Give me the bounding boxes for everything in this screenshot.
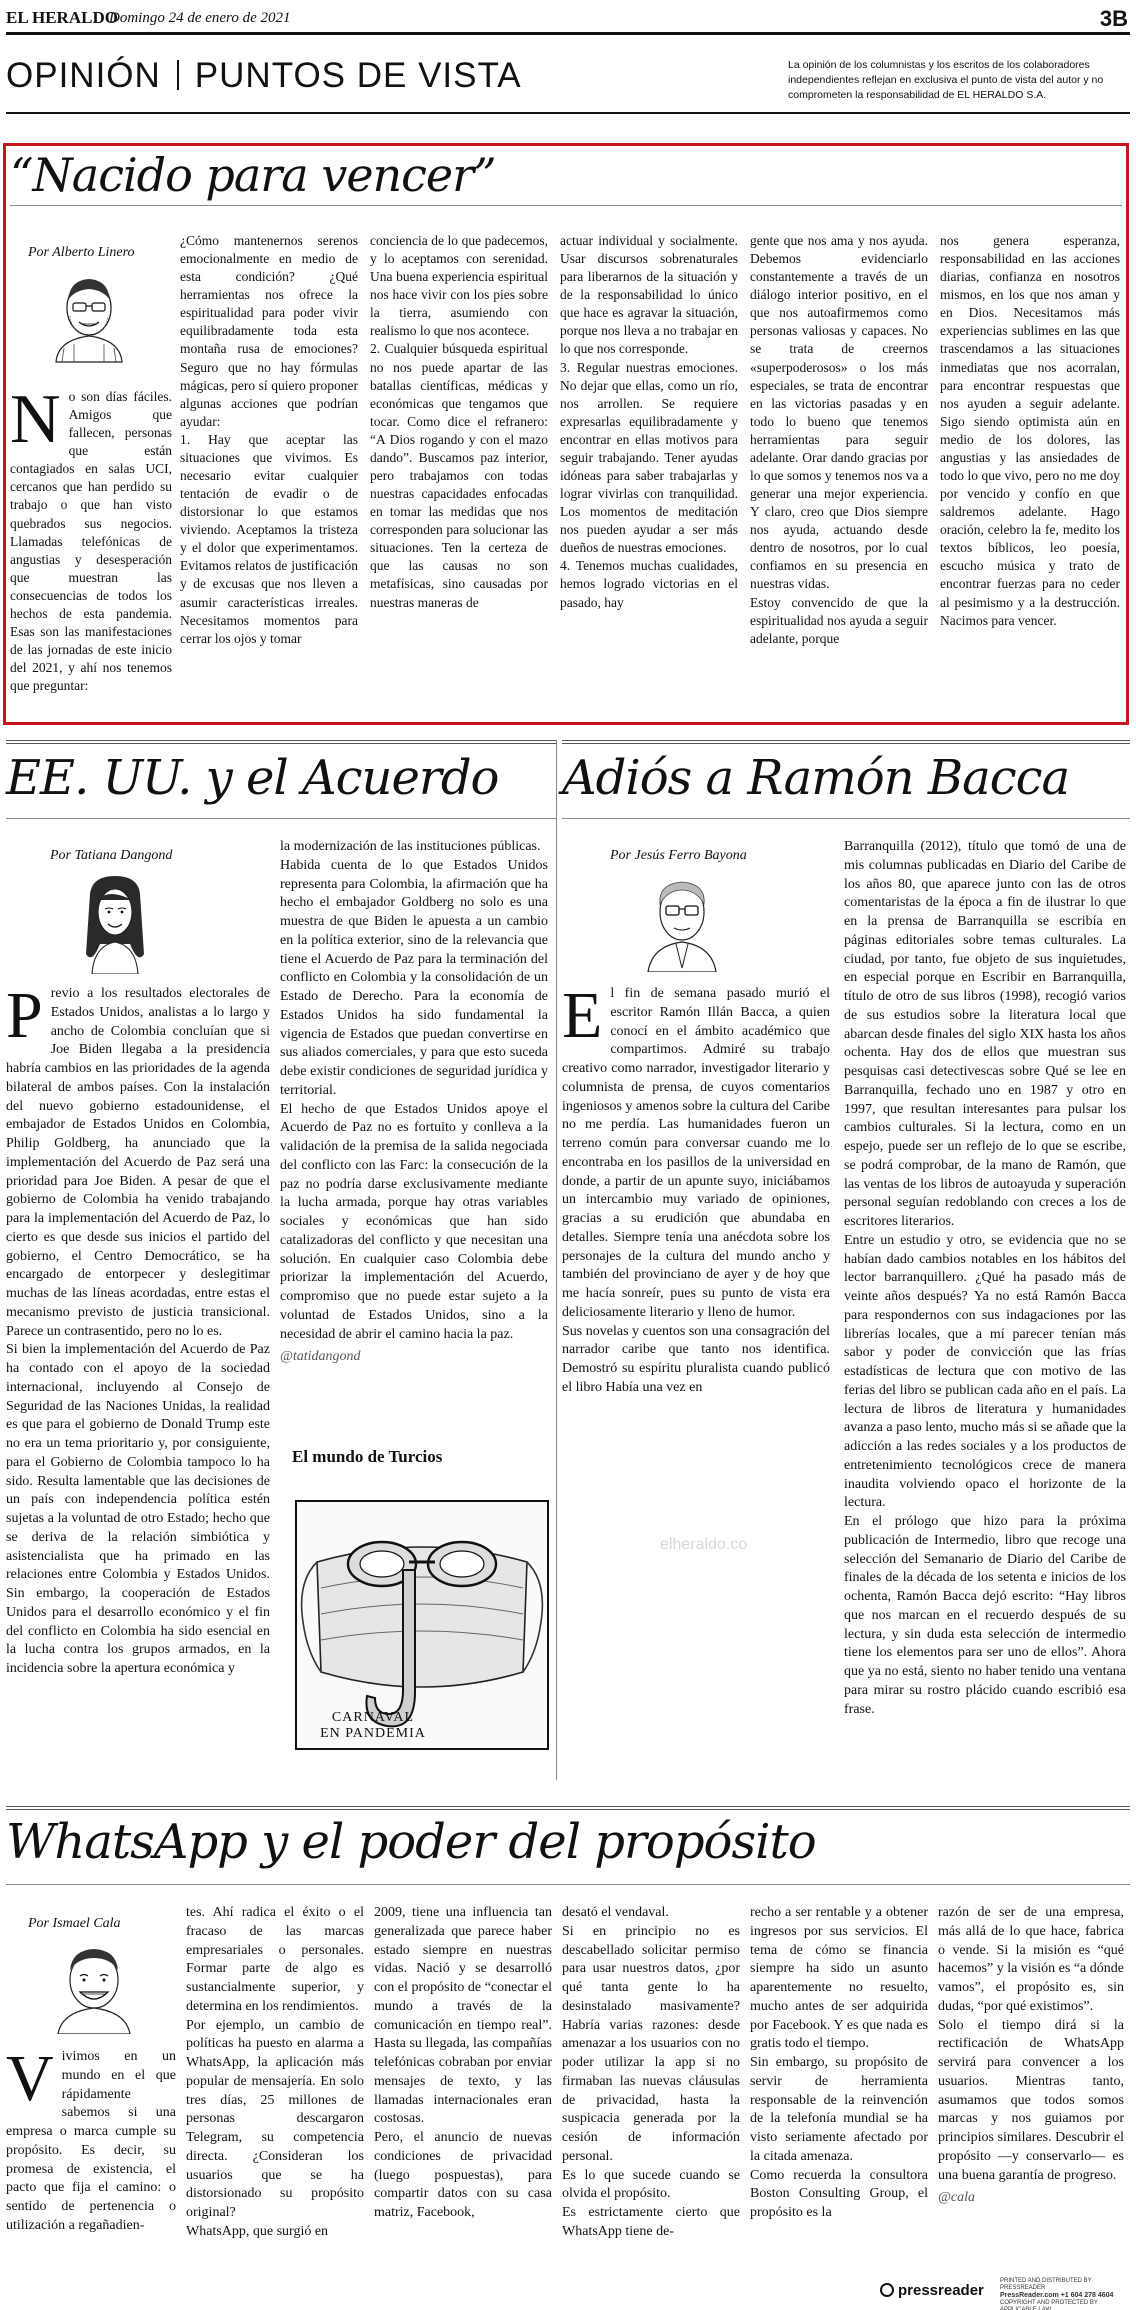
header-rule	[6, 32, 1130, 35]
article3-dropcap: E	[562, 979, 603, 1052]
article3-headline: Adiós a Ramón Bacca	[562, 750, 1070, 806]
article4-column-1	[6, 2042, 176, 2236]
watermark-text: elheraldo.co	[660, 1536, 748, 1553]
article4-col1-text: ivimos en un mundo en el que rápidamente sabemos si una empresa o marca cumple su propósito. Es decir, su promesa de existencia, el pacto que fija el camino: o sentido de pertenencia o utilización a regañadien-	[6, 2049, 176, 2233]
pressreader-icon	[880, 2283, 894, 2297]
article1-column-5: gente que nos ama y nos ayuda. Debemos evidenciarlo constantemente a través de un diálogo interior positivo, en el que nos autoafirmemos como personas valiosas y capaces. No se trata de creernos «superpoderosos» o los más especiales, se trata de encontrar en las victorias pasadas y en todo lo bueno que tenemos herramientas para seguir adelante. Orar dando gracias por lo que somos y tenemos nos va a generar una mejor experiencia. Y claro, creo que Dios siempre nos ayuda, actuando desde dentro de nosotros, por lo cual confiamos en su presencia en nuestras vidas. Estoy convencido de que la espiritualidad nos ayuda a seguir adelante, porque	[750, 233, 928, 646]
section-rule	[6, 112, 1130, 114]
article3-rule	[562, 818, 1130, 819]
article2-column-2	[280, 838, 548, 1367]
article1-col1-text: o son días fáciles. Amigos que fallecen, personas que están contagiados en salas UCI, cercanos que han perdido su trabajo o que han visto quebrados sus negocios. Llamadas telefónicas de angustias y desesperación que muestran las consecuencias de todos los hechos de esta pandemia. Esas son las manifestaciones de las jornadas de este inicio del 2021, y ahí nos tenemos que preguntar:	[10, 389, 172, 694]
pressreader-notice-line1: PRINTED AND DISTRIBUTED BY PRESSREADER	[1000, 2278, 1092, 2291]
article3-column-1	[562, 979, 830, 1398]
article4-dropcap: V	[6, 2042, 54, 2115]
pressreader-logo[interactable]	[880, 2282, 984, 2299]
article4-column-3: 2009, tiene una influencia tan generalizada que parece haber estado siempre en nuestras vidas. Nació y se desarrolló con el propósito de “conectar el mundo a través de la comunicación en tiempo real”. Hasta su llegada, las compañías telefónicas cobraban por enviar mensajes de texto, y las llamadas internacionales eran costosas. Pero, el anuncio de nuevas condiciones de privacidad (luego pospuestas), para compartir datos con su casa matriz, Facebook,	[374, 1905, 552, 2220]
section-name: OPINIÓN	[6, 56, 161, 95]
pressreader-brand: pressreader	[898, 2282, 984, 2299]
article2-dropcap: P	[6, 979, 43, 1052]
author-portrait-dangond	[78, 874, 152, 974]
article2-byline: Por Tatiana Dangond	[50, 848, 173, 863]
pressreader-notice-line3: COPYRIGHT AND PROTECTED BY APPLICABLE LAW	[1000, 2299, 1098, 2310]
article4-column-5: recho a ser rentable y a obtener ingresos por sus servicios. El tema de cómo se financia siempre ha sido un asunto aparentemente no resuelto, mucho antes de ser adquirida por Facebook. Y es que nada es gratis todo el tiempo. Sin embargo, su propósito de servir de herramienta responsable de la reinvención de la telefonía mundial se ha visto seriamente afectado por la citada amenaza. Como recuerda la consultora Boston Consulting Group, el propósito es la	[750, 1905, 928, 2220]
article2-headline: EE. UU. y el Acuerdo	[6, 750, 499, 806]
article2-column-1	[6, 979, 270, 1679]
cartoon-caption-line1: CARNAVAL	[331, 1710, 415, 1725]
page-header	[6, 6, 1130, 32]
article2-rule	[6, 818, 556, 819]
pressreader-notice-line2: PressReader.com +1 604 278 4604	[1000, 2291, 1114, 2299]
article2-top-rule	[6, 740, 556, 744]
article3-col1-text: l fin de semana pasado murió el escritor Ramón Illán Bacca, a quien conocí en el ámbito académico que compartimos. Admiré su trabajo creativo como narrador, investigador literario y columnista de prensa, de cuyos comentarios ingeniosos y amenos sobre la cultura del Caribe no me perdía. Las humanidades fueron un terreno común para conversar cuando me lo encontraba en los pasillos de la universidad en donde, a partir de un apunte suyo, iniciábamos un intercambio muy variado de opiniones, gracias a su erudición que abundaba en detalles. Siempre tenía una anécdota sobre los personajes de la cultura del mundo ancho y también del provinciano de ayer y de hoy que me hacía sonreír, pues su punto de vista era deliciosamente literario y lleno de humor. Sus novelas y cuentos son una consagración del narrador caribe que tanto nos identifica. Demostró su espíritu pluralista cuando publicó el libro Había una vez en	[562, 986, 830, 1395]
article1-headline: “Nacido para vencer”	[10, 148, 496, 202]
article4-column-6	[938, 1904, 1124, 2208]
author-portrait-cala	[52, 1940, 136, 2034]
article3-top-rule	[562, 740, 1130, 744]
article4-column-4: desató el vendaval. Si en principio no es descabellado solicitar permiso para usar nuestros datos, ¿por qué tanta gente lo ha desinstalado masivamente? Habría varias razones: desde amenazar a los usuarios con no poder utilizar la app si no firmaban las nuevas cláusulas de privacidad, hasta la suspicacia generada por la cesión de información personal. Es lo que sucede cuando se olvida el propósito. Es estrictamente cierto que WhatsApp tiene de-	[562, 1905, 740, 2239]
subsection-name: PUNTOS DE VISTA	[194, 56, 522, 95]
article2-col2-text: la modernización de las instituciones públicas. Habida cuenta de lo que Estados Unidos representa para Colombia, la afirmación que ha hecho el embajador Goldberg no solo es una muestra de que Biden le apuesta a un cambio en la política exterior, sino de la relevancia que tiene el Acuerdo de Paz para la terminación del conflicto en Colombia y la consolidación de un Estado de Derecho. Para la economía de Estados Unidos ha sido fundamental la vigencia de Estados que puedan convertirse en sus aliados comerciales, y para que esto suceda debe existir condiciones de seguridad jurídica y territorial. El hecho de que Estados Unidos apoye el Acuerdo de Paz no es fortuito y conlleva a la validación de la premisa de la salida negociada del conflicto con las Farc: la consecución de la paz no podría darse exclusivamente mediante la lucha armada, porque hay otras variables sociales y económicas que han sido catalizadoras del conflicto y que necesitan una solución. En cualquier caso Colombia debe priorizar la implementación del Acuerdo, compromiso que no puede estar sujeto a la voluntad de Estados Unidos, sino a la necesidad de abrir el camino hacia la paz.	[280, 839, 548, 1342]
article4-headline: WhatsApp y el poder del propósito	[6, 1814, 816, 1870]
article1-byline: Por Alberto Linero	[28, 245, 135, 260]
newspaper-name: EL HERALDO	[6, 8, 118, 27]
article3-byline: Por Jesús Ferro Bayona	[610, 848, 747, 863]
column-divider	[556, 740, 557, 1780]
cartoon-caption	[318, 1710, 428, 1742]
pressreader-footer[interactable]	[880, 2278, 1130, 2310]
article4-top-rule	[6, 1806, 1130, 1810]
article1-rule	[10, 205, 1122, 206]
author-portrait-ferro	[640, 872, 724, 972]
page-number: 3B	[1099, 6, 1128, 31]
article1-column-6: nos genera esperanza, responsabilidad en las acciones diarias, confianza en nosotros mismos, en los que nos aman y en Dios. Necesitamos más experiencias sublimes en las que trascendamos a las situaciones inmediatas que nos acorralan, para encontrar respuestas que nos ayuden a seguir adelante. Sigo siendo optimista aún en medio de los dolores, las angustias y las ansiedades de todo lo que vivo, pero no me doy por vencido y confío en que saldremos adelante. Hago oración, celebro la fe, medito los textos bíblicos, leo poesía, escucho música y trato de encontrar fuerzas para no ceder al pesimismo y a la destrucción. Nacimos para vencer.	[940, 233, 1120, 628]
article1-column-2: ¿Cómo mantenernos serenos emocionalmente en medio de esta condición? ¿Qué herramientas nos ofrece la espiritualidad para poder vivir equilibradamente toda esta montaña rusa de emociones? Seguro que no hay fórmulas mágicas, pero sí quiero proponer algunas acciones que podrían ayudar: 1. Hay que aceptar las situaciones que vivimos. Es necesario evitar cualquier tentación de evadir o de distorsionar lo que estamos viviendo. Aceptamos la tristeza y el dolor que experimentamos. Evitamos relatos de justificación y de excusas que nos lleven a asumir características irreales. Necesitamos momentos para cerrar los ojos y tomar	[180, 233, 358, 646]
article2-signature: @tatidangond	[280, 1349, 361, 1365]
cartoon-caption-line2: EN PANDEMIA	[320, 1726, 426, 1741]
author-portrait-linero	[48, 270, 130, 364]
article4-rule	[6, 1884, 1130, 1885]
article4-column-2: tes. Ahí radica el éxito o el fracaso de las marcas empresariales o personales. Formar parte de algo es sustancialmente superior, y determina en los rendimientos. Por ejemplo, un cambio de políticas ha puesto en alarma a WhatsApp, la aplicación más popular de mensajería. En solo tres días, 25 millones de personas descargaron Telegram, su competencia directa. ¿Consideran los usuarios que se ha distorsionado su propósito original? WhatsApp, que surgió en	[186, 1905, 364, 2239]
editorial-disclaimer: La opinión de los columnistas y los escritos de los colaboradores independientes reflejan en exclusiva el punto de vista del autor y no comprometen la responsabilidad de EL HERALDO S.A.	[788, 59, 1104, 102]
issue-date: Domingo 24 de enero de 2021	[109, 10, 291, 26]
cartoon-title: El mundo de Turcios	[292, 1447, 443, 1466]
article1-column-4: actuar individual y socialmente. Usar discursos sobrenaturales para liberarnos de la situación y de la responsabilidad lo único que hace es agravar la situación, porque nos lleva a no trabajar en lo que nos corresponde. 3. Regular nuestras emociones. No dejar que ellas, como un río, nos arrollen. Se requiere expresarlas equilibradamente y encontrar en ellas motivos para seguir trabajando. Tener ayudas idóneas para saber trabajarlas y lograr vivirlas con tranquilidad. Los momentos de meditación nos pueden ayudar a ser más dueños de nuestras emociones. 4. Tenemos muchas cualidades, hemos logrado victorias en el pasado, hay	[560, 233, 738, 610]
article2-col1-text: revio a los resultados electorales de Estados Unidos, analistas a lo largo y ancho de Colombia concluían que si Joe Biden llegaba a la presidencia habría cambios en las prioridades de la agenda bilateral de ambos países. Con la instalación del nuevo gobierno estadounidense, el embajador de Estados Unidos en Colombia, Philip Goldberg, ha anunciado que la implementación del Acuerdo de Paz será una prioridad para Joe Biden. A pesar de que el gobierno de Colombia ha venido trabajando para la implementación del Acuerdo de Paz, lo cierto es que desde sus inicios el partido del gobierno, el Centro Democrático, se ha encargado de entorpecer y deslegitimar muchas de las líneas acordadas, entre estas el mecanismo previsto de justicia transicional. Parece un contrasentido, pero no lo es. Si bien la implementación del Acuerdo de Paz ha contado con el apoyo de la sociedad internacional, incluyendo al Consejo de Seguridad de las Naciones Unidas, la realidad es que para el gobierno de Donald Trump este no era un tema prioritario y, por consiguiente, para el Gobierno de Colombia tampoco lo ha sido. Resulta lamentable que las decisiones de un país con independencia política estén sujetas a la voluntad de otro Estado; hecho que se deriva de la relación simbiótica y asistencialista que ha primado en las relaciones entre Colombia y Estados Unidos. Sin embargo, la cooperación de Estados Unidos para el desarrollo económico y el fin del conflicto en Colombia ha sido esencial en la lucha contra los grupos armados, en la incidencia sobre la apertura económica y	[6, 986, 270, 1676]
article4-col6-text: razón de ser de una empresa, más allá de lo que hace, fabrica o vende. Si la misión es “qué hacemos” y la visión es “a dónde vamos”, el propósito es, sin dudas, “por qué existimos”. Solo el tiempo dirá si la rectificación de WhatsApp servirá para convencer a los usuarios. Mientras tanto, asumamos que todos somos marcas y nos guiamos por principios similares. Descubrir el propósito —y conservarlo— es una buena garantía de progreso.	[938, 1905, 1124, 2183]
section-divider	[177, 60, 179, 90]
section-title	[6, 56, 522, 96]
article1-dropcap: N	[10, 381, 61, 458]
article4-byline: Por Ismael Cala	[28, 1916, 121, 1931]
article3-column-2: Barranquilla (2012), título que tomó de una de mis columnas publicadas en Diario del Caribe de los años 80, que aparece junto con las de otros comentaristas de la época a fin de ilustrar lo que en la prensa de Barranquilla se escribía en páginas editoriales sobre temas culturales. La ciudad, por tanto, fue objeto de sus inquietudes, en especial porque en Escribir en Barranquilla, título de otro de sus libros (1998), recogió varios de sus estudios sobre la literatura local que abarcan desde finales del siglo XIX hasta los años ochenta. Hay dos de ellos que muestran sus pesquisas casi detectivescas sobre Qué se lee en Barranquilla, fechado uno en 1987 y otro en 1997, que resultan interesantes para pulsar los cambios culturales. Si la lectura, como en un espejo, puede ser un reflejo de lo que se escribe, se podrá comprobar, de la mano de Ramón, que las ventas de los libros de autoayuda y superación personal seguían redoblando con creces a los de escritores literarios. Entre un estudio y otro, se evidencia que no se habían dado cambios notables en los hábitos del lector barranquillero. ¿Qué ha pasado más de veinte años después? Ya no está Ramón Bacca para respondernos con sus indagaciones por las librerías locales, que a mí parecer tenían más sabor y poder de convicción que las frías estadísticas de lectura que con motivo de las ferias del libro se publican cada año en el país. La lectura de libros de literatura y humanidades avanza a paso lento, mucho más si se añade que la adicción a las redes sociales y a los productos de entretenimiento tecnológicos crece de manera inaudita volviendo opaco el horizonte de la lectura. En el prólogo que hizo para la próxima publicación de Intermedio, libro que recoge una selección del Semanario de Diario del Caribe de finales de la década de los setenta e inicios de los ochenta, Ramón Bacca dejó escrito: “Hay libros que nos marcan en el recuerdo después de su lectura, y sin duda esta selección de intermedio tiene los elementos para ser uno de ellos”. Ahora que ya no está, siento no haber tenido una ventana para mirar su rostro plácido cuando escribió esa frase.	[844, 839, 1126, 1717]
pressreader-notice	[1000, 2278, 1130, 2310]
article4-signature: @cala	[938, 2190, 975, 2206]
article1-column-1	[10, 381, 172, 695]
article1-column-3: conciencia de lo que padecemos, y lo aceptamos con serenidad. Una buena experiencia espiritual nos hace vivir con los pies sobre la tierra, asumiendo con realismo lo que nos acontece. 2. Cualquier búsqueda espiritual no nos puede apartar de las batallas científicas, médicas y económicas que tengamos que tocar. Como dice el refranero: “A Dios rogando y con el mazo dando”. Buscamos paz interior, pero trabajamos con todas nuestras capacidades enfocadas en tomar las medidas que nos corresponden para solucionar las situaciones. Ten la certeza de que las causas no son metafísicas, sino causadas por nuestras maneras de	[370, 233, 548, 610]
